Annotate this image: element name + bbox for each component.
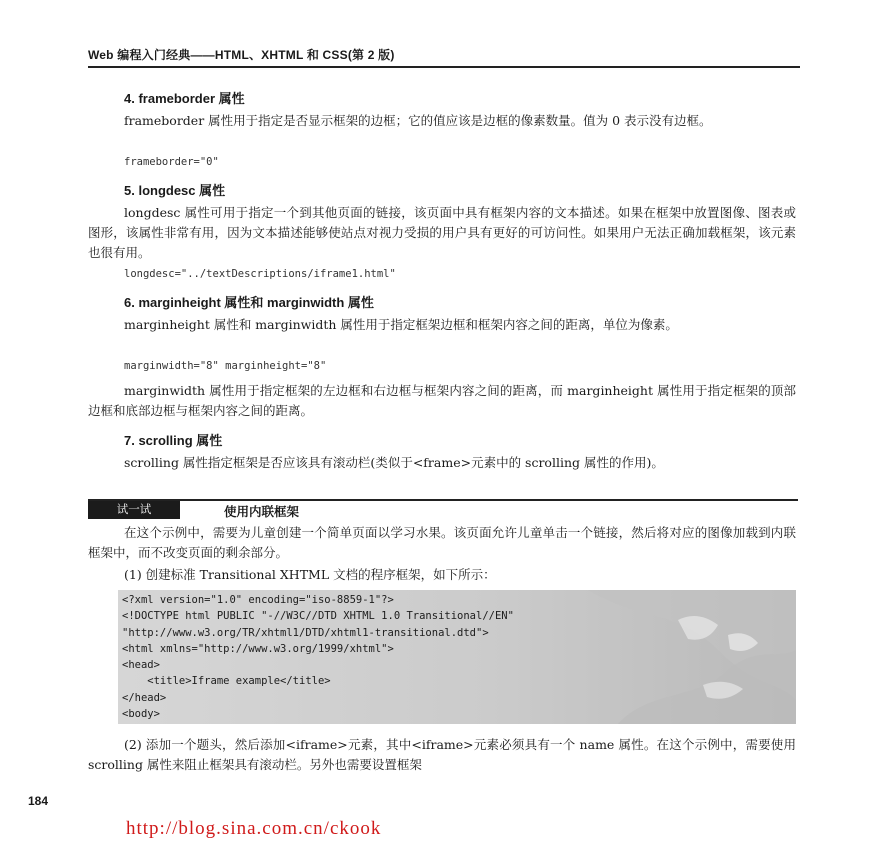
paragraph-step-1: (1) 创建标准 Transitional XHTML 文档的程序框架，如下所示： <box>124 567 496 582</box>
paragraph-margin-detail: marginwidth 属性用于指定框架的左边框和右边框与框架内容之间的距离，而 marginheight 属性用于指定框架的顶部边框和底部边框与框架内容之间的距离。 <box>88 383 796 418</box>
code-line: <body> <box>122 708 160 721</box>
header-rule <box>88 66 800 68</box>
running-head: Web 编程入门经典——HTML、XHTML 和 CSS(第 2 版) <box>88 48 395 62</box>
code-line: <!DOCTYPE html PUBLIC "-//W3C//DTD XHTML 1.0 Transitional//EN" <box>122 610 514 623</box>
page-number: 184 <box>28 794 49 808</box>
paragraph-try-intro: 在这个示例中，需要为儿童创建一个简单页面以学习水果。该页面允许儿童单击一个链接，然后将对应的图像加载到内联框架中，而不改变页面的剩余部分。 <box>88 525 796 560</box>
code-line: <?xml version="1.0" encoding="iso-8859-1"?> <box>122 594 394 606</box>
paragraph-frameborder: frameborder 属性用于指定是否显示框架的边框；它的值应该是边框的像素数量。值为 0 表示没有边框。 <box>124 113 712 128</box>
code-listing <box>118 590 796 724</box>
code-line: "http://www.w3.org/TR/xhtml1/DTD/xhtml1-transitional.dtd"> <box>122 626 489 639</box>
paragraph-longdesc: longdesc 属性可用于指定一个到其他页面的链接，该页面中具有框架内容的文本描述。如果在框架中放置图像、图表或图形，该属性非常有用，因为文本描述能够使站点对视力受损的用户具有更好的可访问性。如果用户无法正确加载框架，该元素也很有用。 <box>88 205 796 260</box>
try-it-badge: 试一试 <box>88 501 180 519</box>
paragraph-scrolling: scrolling 属性指定框架是否应该具有滚动栏(类似于<frame>元素中的 scrolling 属性的作用)。 <box>124 455 664 470</box>
code-longdesc: longdesc="../textDescriptions/iframe1.html" <box>124 268 396 280</box>
heading-frameborder: 4. frameborder 属性 <box>124 91 245 106</box>
watermark-url: http://blog.sina.com.cn/ckook <box>126 818 382 839</box>
try-it-rule <box>88 499 798 501</box>
code-line: </head> <box>122 691 167 704</box>
code-margin: marginwidth="8" marginheight="8" <box>124 360 327 372</box>
paragraph-margin: marginheight 属性和 marginwidth 属性用于指定框架边框和框架内容之间的距离，单位为像素。 <box>124 317 678 332</box>
heading-margin: 6. marginheight 属性和 marginwidth 属性 <box>124 295 374 310</box>
heading-longdesc: 5. longdesc 属性 <box>124 183 226 198</box>
paragraph-step-2: (2) 添加一个题头，然后添加<iframe>元素，其中<iframe>元素必须具有一个 name 属性。在这个示例中，需要使用 scrolling 属性来阻止框架具有滚动栏。另外也需要设置框架 <box>88 737 796 772</box>
code-lines <box>122 592 514 724</box>
try-it-title: 使用内联框架 <box>224 505 300 519</box>
code-line: <head> <box>122 659 160 672</box>
code-line: <title>Iframe example</title> <box>122 675 331 688</box>
code-line <box>122 722 514 724</box>
code-frameborder: frameborder="0" <box>124 156 219 168</box>
code-line: <html xmlns="http://www.w3.org/1999/xhtml"> <box>122 642 394 655</box>
heading-scrolling: 7. scrolling 属性 <box>124 433 223 448</box>
